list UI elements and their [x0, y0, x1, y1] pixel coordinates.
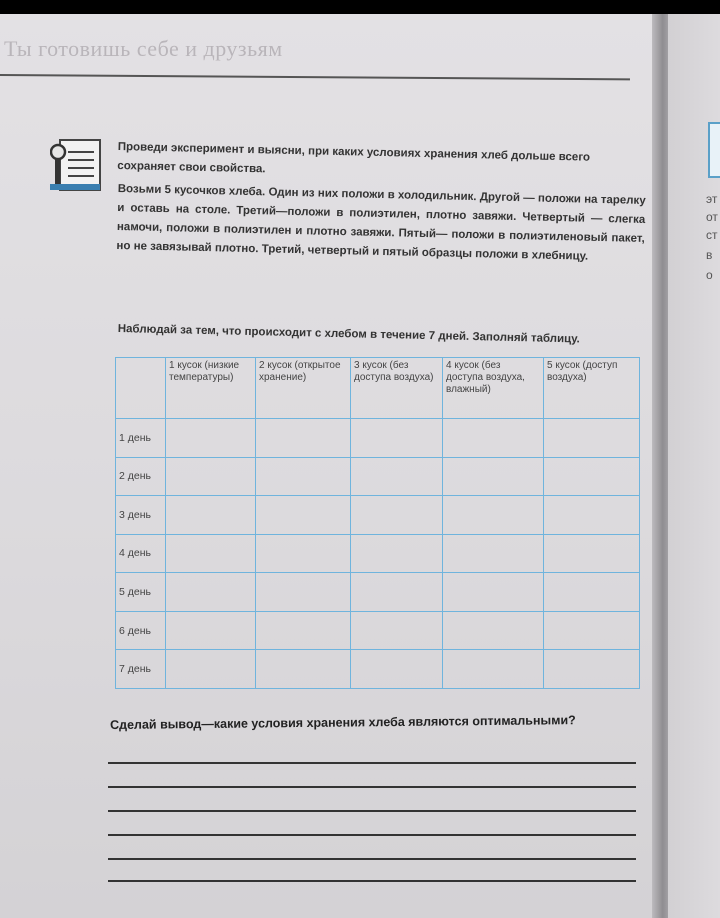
next-page-fragment: от: [706, 210, 718, 224]
table-cell[interactable]: [443, 496, 544, 535]
task-intro: Проведи эксперимент и выясни, при каких условиях хранения хлеб дольше всего сохраняет свои свойства.: [117, 140, 591, 176]
row-label: 1 день: [116, 419, 166, 458]
table-cell[interactable]: [351, 419, 443, 458]
task-instructions: Возьми 5 кусочков хлеба. Один из них положи в холодильник. Другой — положи на тарелку и оставь на столе. Третий—положи в полиэтилен, плотно завяжи. Четвертый — слегка намочи, положи в полиэтилен и плотно завяжи. Пятый— положи в полиэтиленовый пакет, но не завязывай плотно. Третий, четвертый и пятый образцы положи в хлебницу.: [116, 182, 646, 263]
table-row: [116, 650, 640, 689]
table-row: [116, 457, 640, 496]
table-cell[interactable]: [166, 457, 256, 496]
table-cell[interactable]: [351, 650, 443, 689]
table-cell[interactable]: [351, 534, 443, 573]
table-cell[interactable]: [544, 457, 640, 496]
table-cell[interactable]: [256, 534, 351, 573]
table-row: [116, 534, 640, 573]
next-page-fragment: ст: [706, 228, 718, 242]
table-cell[interactable]: [256, 573, 351, 612]
observe-instruction: Наблюдай за тем, что происходит с хлебом в течение 7 дней. Заполняй таблицу.: [117, 322, 580, 346]
column-header: 3 кусок (без доступа воздуха): [351, 358, 443, 419]
table-cell[interactable]: [166, 496, 256, 535]
table-cell[interactable]: [166, 534, 256, 573]
row-label: 7 день: [116, 650, 166, 689]
row-label: 2 день: [116, 457, 166, 496]
table-row: [116, 419, 640, 458]
table-header-row: [116, 358, 640, 419]
answer-line[interactable]: [108, 786, 636, 788]
answer-line[interactable]: [108, 762, 636, 764]
answer-line[interactable]: [108, 880, 636, 882]
table-cell[interactable]: [544, 534, 640, 573]
table-row: [116, 496, 640, 535]
row-label: 4 день: [116, 534, 166, 573]
column-header: 2 кусок (открытое хранение): [256, 358, 351, 419]
header-rule: [0, 74, 630, 80]
table-cell[interactable]: [443, 650, 544, 689]
table-cell[interactable]: [166, 611, 256, 650]
table-row: [116, 611, 640, 650]
section-title: Ты готовишь себе и друзьям: [4, 36, 283, 61]
table-cell[interactable]: [351, 611, 443, 650]
row-label: 5 день: [116, 573, 166, 612]
next-page-icon: [708, 122, 720, 178]
table-cell[interactable]: [166, 419, 256, 458]
table-cell[interactable]: [256, 650, 351, 689]
answer-line[interactable]: [108, 858, 636, 860]
table-cell[interactable]: [166, 573, 256, 612]
observation-table: [115, 357, 640, 689]
column-header: 1 кусок (низкие температуры): [166, 358, 256, 419]
table-cell[interactable]: [544, 419, 640, 458]
column-header: 4 кусок (без доступа воздуха, влажный): [443, 358, 544, 419]
column-header: 5 кусок (доступ воздуха): [544, 358, 640, 419]
table-cell[interactable]: [443, 534, 544, 573]
conclusion-prompt: Сделай вывод—какие условия хранения хлеба являются оптимальными?: [110, 713, 576, 732]
table-cell[interactable]: [166, 650, 256, 689]
table-cell[interactable]: [351, 457, 443, 496]
table-cell[interactable]: [443, 573, 544, 612]
row-label: 6 день: [116, 611, 166, 650]
table-cell[interactable]: [351, 573, 443, 612]
table-cell[interactable]: [256, 457, 351, 496]
table-cell[interactable]: [256, 611, 351, 650]
table-cell[interactable]: [351, 496, 443, 535]
next-page-edge: [668, 14, 720, 918]
table-cell[interactable]: [256, 419, 351, 458]
research-icon: [50, 138, 104, 200]
answer-line[interactable]: [108, 810, 636, 812]
table-row: [116, 573, 640, 612]
table-cell[interactable]: [544, 650, 640, 689]
next-page-fragment: о: [706, 268, 713, 282]
table-cell[interactable]: [443, 611, 544, 650]
row-label: 3 день: [116, 496, 166, 535]
table-cell[interactable]: [256, 496, 351, 535]
next-page-fragment: эт: [706, 192, 718, 206]
answer-line[interactable]: [108, 834, 636, 836]
table-cell[interactable]: [544, 611, 640, 650]
table-corner-cell: [116, 358, 166, 419]
table-cell[interactable]: [443, 419, 544, 458]
table-cell[interactable]: [443, 457, 544, 496]
next-page-fragment: в: [706, 248, 713, 262]
table-cell[interactable]: [544, 496, 640, 535]
table-cell[interactable]: [544, 573, 640, 612]
